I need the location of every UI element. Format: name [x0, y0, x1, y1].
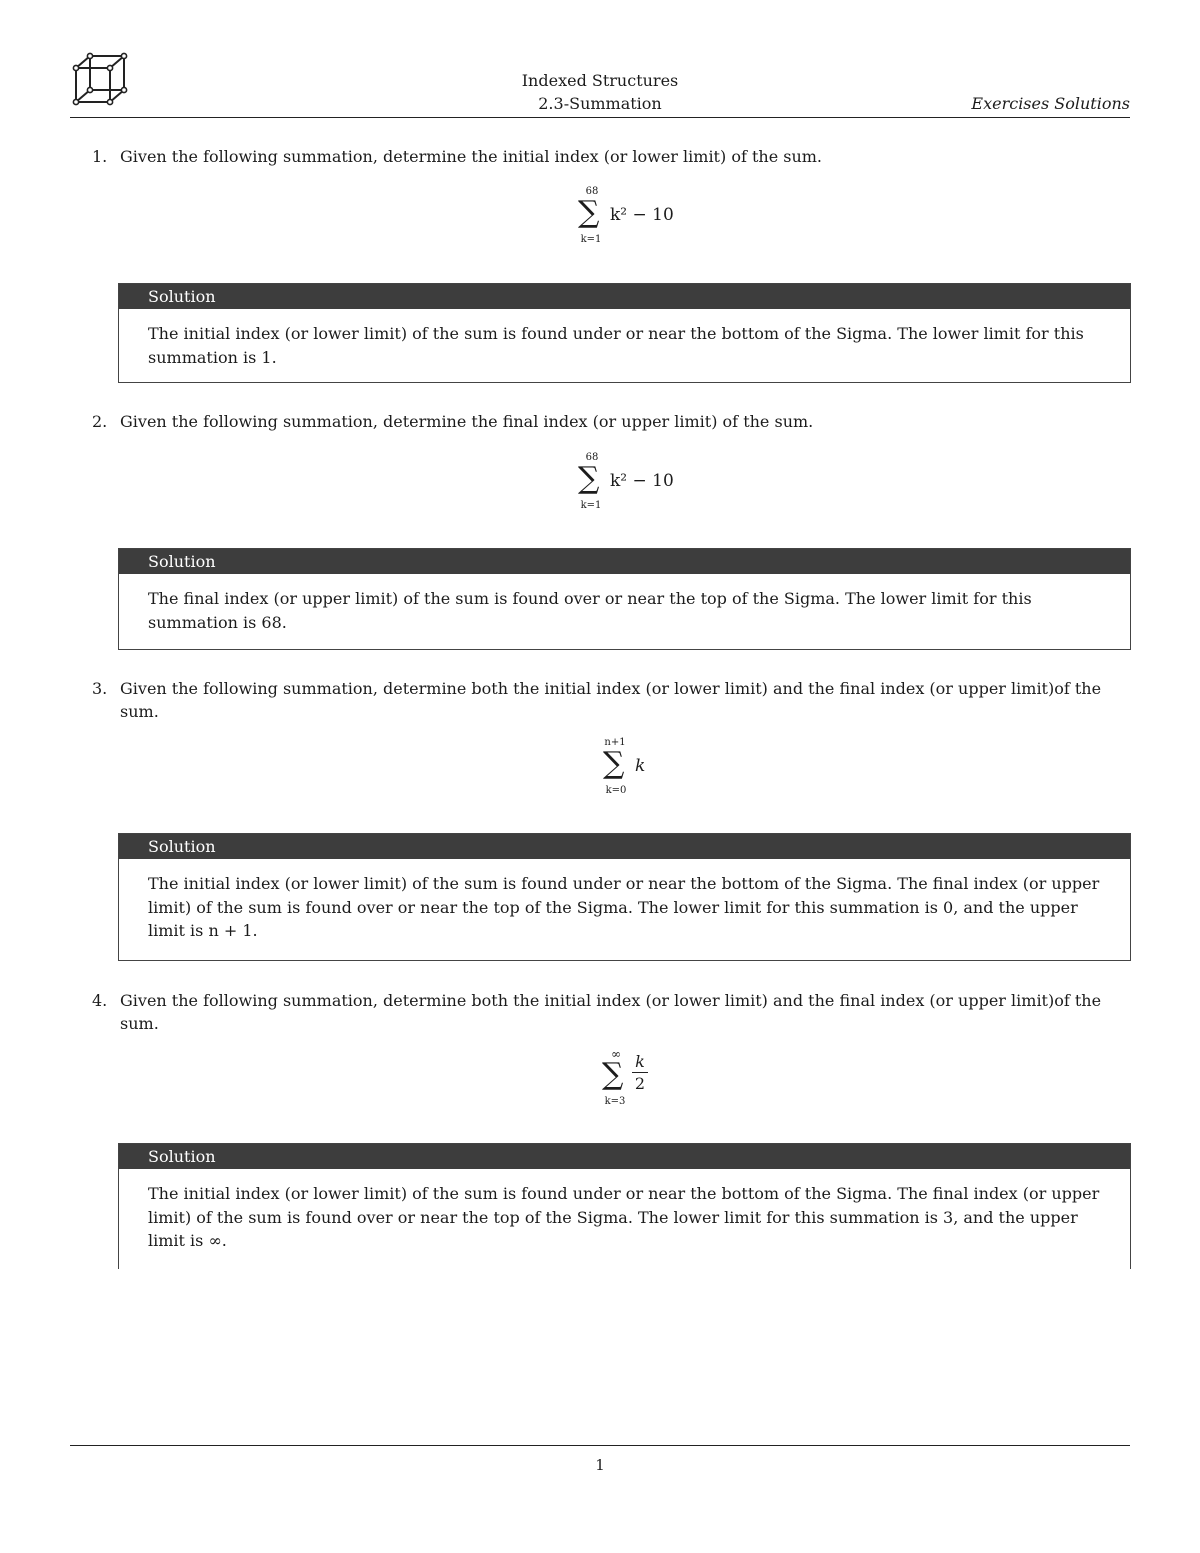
header-right-label: Exercises Solutions: [971, 94, 1130, 113]
question-text: Given the following summation, determine both the initial index (or lower limit) and the final index (or upper limit)of the sum.: [120, 991, 1102, 1033]
solution-text: The initial index (or lower limit) of the sum is found under or near the bottom of the Sigma. The lower limit for this summation is 1.: [148, 324, 1084, 367]
sum-lower-limit: k=0: [605, 785, 627, 796]
solution-box-1: [118, 283, 1131, 383]
exercise-number: 2.: [92, 412, 108, 431]
fraction-bar: [632, 1072, 648, 1073]
exercise-3-question: [92, 677, 1132, 723]
question-text: Given the following summation, determine the final index (or upper limit) of the sum.: [120, 412, 814, 431]
exercise-number: 1.: [92, 147, 108, 166]
sum-term: k² − 10: [610, 471, 674, 491]
fraction-numerator: k: [635, 1052, 645, 1071]
sum-upper-limit: 68: [585, 452, 599, 463]
question-text: Given the following summation, determine the initial index (or lower limit) of the sum.: [120, 147, 823, 166]
sigma-symbol: ∑: [578, 195, 600, 230]
cube-icon: [72, 50, 130, 108]
solution-text: The initial index (or lower limit) of the sum is found under or near the bottom of the Sigma. The final index (or upper limit) of the sum is found over or near the top of the Sigma. The lower limit for this summation is 3, and the upper limit is ∞.: [148, 1184, 1100, 1250]
sum-lower-limit: k=3: [604, 1096, 626, 1107]
exercise-4-summation: [598, 1048, 678, 1112]
exercise-4-question: [92, 989, 1132, 1035]
solution-heading: Solution: [119, 549, 1130, 574]
solution-heading: Solution: [119, 284, 1130, 309]
solution-box-3: [118, 833, 1131, 961]
sum-fraction: [632, 1052, 648, 1093]
header-subtitle: 2.3-Summation: [538, 94, 662, 113]
sigma-symbol: ∑: [602, 1057, 624, 1092]
exercise-number: 4.: [92, 991, 108, 1010]
question-text: Given the following summation, determine both the initial index (or lower limit) and the final index (or upper limit)of the sum.: [120, 679, 1102, 721]
exercise-1-summation: [574, 186, 694, 250]
sum-upper-limit: 68: [585, 186, 599, 197]
fraction-denominator: 2: [634, 1074, 646, 1093]
sum-upper-limit: n+1: [604, 737, 626, 748]
sum-term: k: [635, 756, 646, 776]
solution-text: The initial index (or lower limit) of the sum is found under or near the bottom of the Sigma. The final index (or upper limit) of the sum is found over or near the top of the Sigma. The lower limit for this summation is 0, and the upper limit is n + 1.: [148, 874, 1100, 940]
sigma-symbol: ∑: [578, 461, 600, 496]
solution-heading: Solution: [119, 834, 1130, 859]
sum-term: k² − 10: [610, 205, 674, 225]
exercise-number: 3.: [92, 679, 108, 698]
footer-rule: [70, 1445, 1130, 1446]
exercise-2-summation: [574, 452, 694, 516]
solution-heading: Solution: [119, 1144, 1130, 1169]
exercise-1-question: [92, 145, 1132, 168]
exercise-2-question: [92, 410, 1132, 433]
solution-text: The final index (or upper limit) of the sum is found over or near the top of the Sigma. The lower limit for this summation is 68.: [148, 589, 1032, 632]
page-number: 1: [595, 1456, 605, 1474]
solution-box-2: [118, 548, 1131, 650]
sigma-symbol: ∑: [603, 746, 625, 781]
sum-upper-limit: ∞: [611, 1047, 621, 1061]
header-rule: [70, 117, 1130, 118]
sum-lower-limit: k=1: [580, 234, 602, 245]
solution-box-4: [118, 1143, 1131, 1269]
sum-lower-limit: k=1: [580, 500, 602, 511]
header-title: Indexed Structures: [521, 71, 679, 90]
exercise-3-summation: [597, 737, 677, 801]
